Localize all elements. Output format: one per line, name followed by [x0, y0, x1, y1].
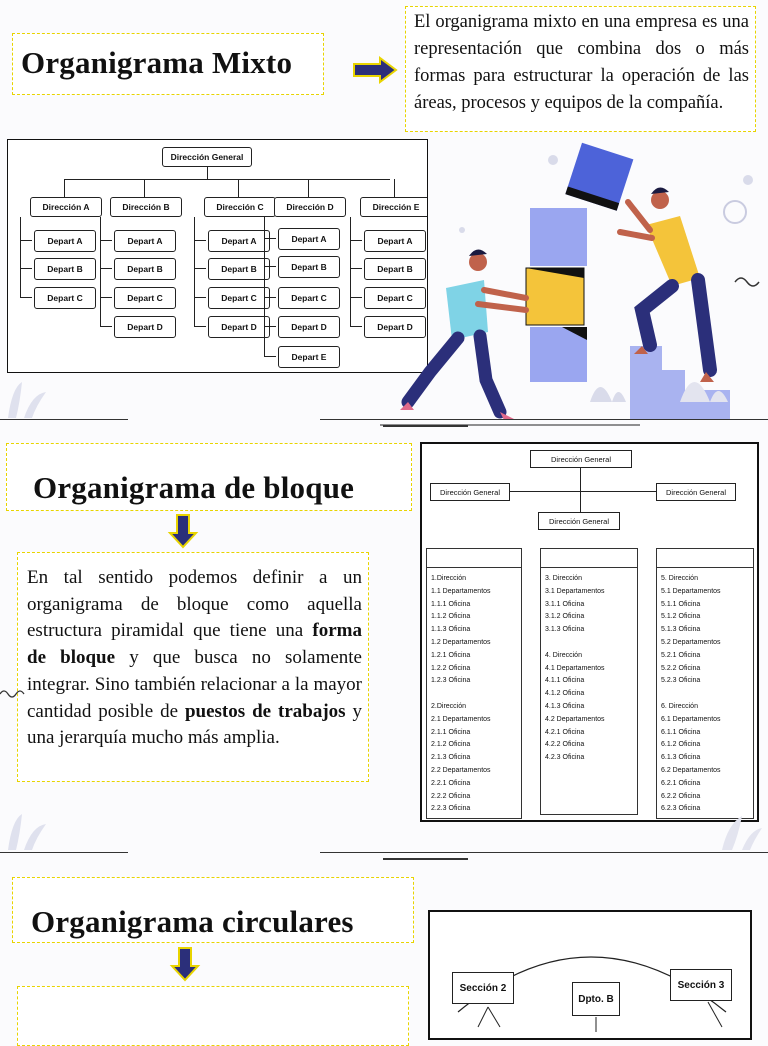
mixto-line [238, 179, 239, 197]
leaf-decoration-icon [708, 812, 768, 852]
mixto-line [100, 268, 112, 269]
mixto-line [194, 240, 206, 241]
mixto-line [350, 217, 351, 326]
mixto-chart-inner [8, 140, 427, 372]
mixto-line [100, 217, 101, 326]
bloque-description [27, 565, 362, 752]
mixto-line [144, 179, 145, 197]
bloque-top-node: Dirección General [530, 450, 632, 468]
bloque-middle-node: Dirección General [538, 512, 620, 530]
bloque-column-list: 3. Dirección 3.1 Departamentos 3.1.1 Oficina 3.1.2 Oficina 3.1.3 Oficina 4. Dirección 4.1 Departamentos 4.1.1 Oficina 4.1.2 Oficina 4.1.3 Oficina 4.2 Departamentos 4.2.1 Oficina 4.2.2 Oficina 4.2.3 Oficina [545, 575, 605, 762]
bloque-org-chart [420, 442, 759, 822]
mixto-depart-node: Depart A [34, 230, 96, 252]
mixto-line [194, 326, 206, 327]
bloque-left-node: Dirección General [430, 483, 510, 501]
mixto-line [20, 297, 32, 298]
circ-node-seccion-3: Sección 3 [670, 969, 732, 1001]
circulares-title: Organigrama circulares [31, 904, 354, 939]
mixto-direction-node: Dirección C [204, 197, 276, 217]
mixto-depart-node: Depart D [208, 316, 270, 338]
mixto-depart-node: Depart C [364, 287, 426, 309]
bloque-desc-bold-1: forma de bloque [27, 620, 362, 669]
mixto-title: Organigrama Mixto [21, 45, 293, 80]
mixto-line [350, 268, 362, 269]
mixto-line [264, 326, 276, 327]
bloque-desc-part-3: y una jerarquía mucho más amplia. [27, 700, 362, 749]
circulares-org-chart [428, 910, 752, 1040]
mixto-direction-node: Dirección A [30, 197, 102, 217]
mixto-line [20, 217, 21, 297]
bloque-column [540, 548, 638, 815]
bloque-line [580, 468, 581, 512]
mixto-depart-node: Depart B [208, 258, 270, 280]
mixto-depart-node: Depart C [208, 287, 270, 309]
mixto-line [264, 297, 276, 298]
circ-node-seccion-2: Sección 2 [452, 972, 514, 1004]
bloque-desc-bold-2: puestos de trabajos [184, 700, 346, 722]
mixto-depart-node: Depart C [34, 287, 96, 309]
mixto-line [194, 217, 195, 326]
mixto-root-node: Dirección General [162, 147, 252, 167]
mixto-depart-node: Depart A [278, 228, 340, 250]
mixto-line [264, 356, 276, 357]
mixto-depart-node: Depart E [278, 346, 340, 368]
mixto-line [64, 179, 65, 197]
mixto-description-box [405, 6, 756, 132]
mixto-line [100, 240, 112, 241]
leaf-decoration-icon [0, 812, 60, 852]
mixto-line [350, 326, 362, 327]
bloque-desc-part-1: En tal sentido podemos definir a un organigrama de bloque como aquella estructura piramidal que tiene una [27, 567, 362, 642]
bloque-title: Organigrama de bloque [33, 470, 355, 505]
mixto-depart-node: Depart A [208, 230, 270, 252]
mixto-depart-node: Depart D [364, 316, 426, 338]
mixto-direction-node: Dirección D [274, 197, 346, 217]
bloque-column [656, 548, 754, 819]
down-arrow-icon [170, 946, 200, 982]
bloque-right-node: Dirección General [656, 483, 736, 501]
bloque-column-list: 1.Dirección 1.1 Departamentos 1.1.1 Oficina 1.1.2 Oficina 1.1.3 Oficina 1.2 Departamentos 1.2.1 Oficina 1.2.2 Oficina 1.2.3 Oficina 2.Dirección 2.1 Departamentos 2.1.1 Oficina 2.1.2 Oficina 2.1.3 Oficina 2.2 Departamentos 2.2.1 Oficina 2.2.2 Oficina 2.2.3 Oficina [431, 575, 491, 813]
circulares-title-box [12, 877, 414, 943]
mixto-line [350, 297, 362, 298]
mixto-depart-node: Depart B [278, 256, 340, 278]
mixto-line [264, 266, 276, 267]
right-arrow-icon [352, 56, 398, 84]
mixto-line [100, 326, 112, 327]
mixto-depart-node: Depart D [278, 316, 340, 338]
mixto-line [264, 238, 276, 239]
divider-left-2 [0, 852, 128, 853]
mixto-line [350, 240, 362, 241]
bloque-line [510, 491, 656, 492]
mixto-direction-node: Dirección E [360, 197, 428, 217]
mixto-line [20, 268, 32, 269]
mixto-line [308, 179, 309, 197]
down-arrow-icon [168, 513, 198, 549]
mixto-line [20, 240, 32, 241]
leaf-decoration-icon [0, 380, 60, 420]
mixto-line [100, 297, 112, 298]
mixto-depart-node: Depart C [114, 287, 176, 309]
mixto-line [207, 167, 208, 179]
squiggle-decoration-icon [0, 688, 24, 700]
mixto-line [194, 297, 206, 298]
divider-accent-1 [383, 425, 468, 427]
mixto-depart-node: Depart B [364, 258, 426, 280]
mixto-direction-node: Dirección B [110, 197, 182, 217]
mixto-line [64, 179, 390, 180]
mixto-title-box [12, 33, 324, 95]
bloque-desc-part-2: y que busca no solamente integrar. Sino también relacionar a la mayor cantidad posible de [27, 647, 362, 722]
mixto-depart-node: Depart B [34, 258, 96, 280]
mixto-org-chart [7, 139, 428, 373]
mixto-depart-node: Depart D [114, 316, 176, 338]
divider-right-2 [320, 852, 768, 853]
mixto-depart-node: Depart A [114, 230, 176, 252]
mixto-depart-node: Depart B [114, 258, 176, 280]
bloque-title-box [6, 443, 412, 511]
bloque-column [426, 548, 522, 819]
mixto-depart-node: Depart A [364, 230, 426, 252]
divider-right-1 [320, 419, 768, 420]
bloque-column-list: 5. Dirección 5.1 Departamentos 5.1.1 Oficina 5.1.2 Oficina 5.1.3 Oficina 5.2 Departamentos 5.2.1 Oficina 5.2.2 Oficina 5.2.3 Oficina 6. Dirección 6.1 Departamentos 6.1.1 Oficina 6.1.2 Oficina 6.1.3 Oficina 6.2 Departamentos 6.2.1 Oficina 6.2.2 Oficina 6.2.3 Oficina [661, 575, 721, 813]
mixto-description: El organigrama mixto en una empresa es una representación que combina dos o más formas para estructurar la operación de las áreas, procesos y equipos de la compañía. [414, 12, 749, 113]
teamwork-illustration [380, 140, 768, 430]
bloque-column-header [541, 549, 637, 568]
divider-accent-2 [383, 858, 468, 860]
mixto-depart-node: Depart C [278, 287, 340, 309]
mixto-line [194, 268, 206, 269]
bloque-description-box [17, 552, 369, 782]
circ-node-dpto-b: Dpto. B [572, 982, 620, 1016]
bloque-column-header [657, 549, 753, 568]
bloque-column-header [427, 549, 521, 568]
circulares-description-box [17, 986, 409, 1046]
